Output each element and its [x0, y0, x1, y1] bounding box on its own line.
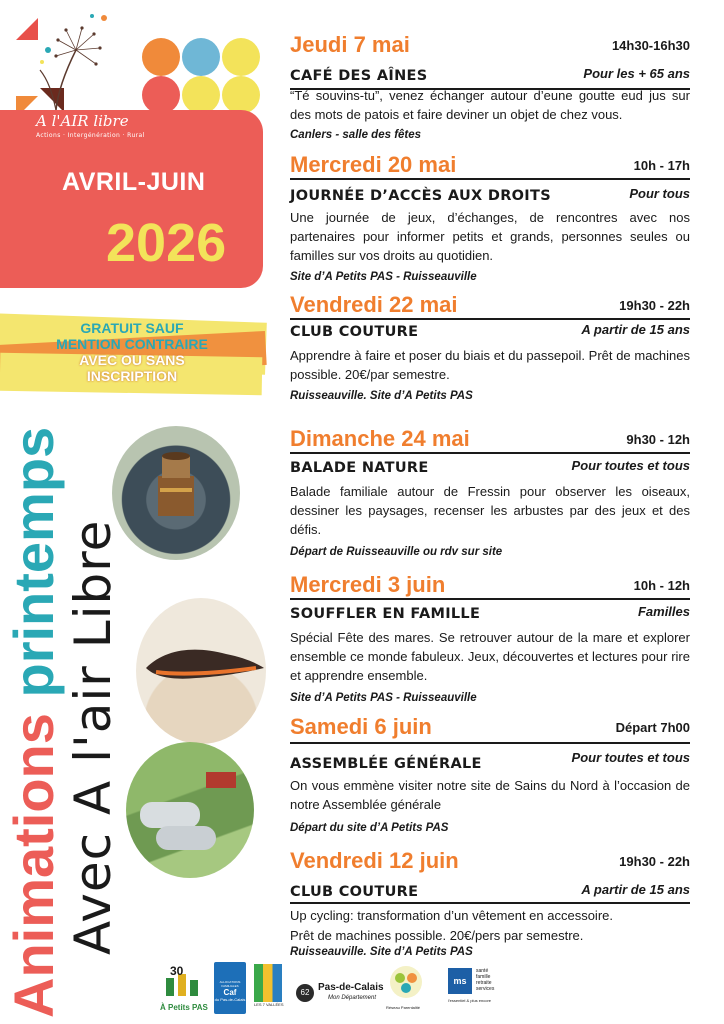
caf-line-3: du Pas-de-Calais [214, 997, 246, 1002]
apetitspas-label: À Petits PAS [160, 1003, 208, 1012]
event-description: “Té souvins-tu”, venez échanger autour d’eune goutte eud jus sur des mots de patois et faire deviner un objet de chez vous. [290, 88, 690, 122]
event-rule [290, 902, 690, 904]
circle-teal [182, 38, 220, 76]
event-audience: A partir de 15 ans [581, 322, 690, 337]
event-place: Canlers - salle des fêtes [290, 129, 422, 141]
caf-line-1: ALLOCATIONS FAMILIALES [219, 980, 241, 988]
logo-reseau-parentalite [386, 964, 430, 1014]
event-card [290, 292, 690, 410]
photo-newt [136, 598, 266, 744]
event-description: Apprendre à faire et poser du biais et du passepoil. Prêt de machines possible. 20€/par semestre. [290, 348, 690, 382]
circle-red [142, 76, 180, 114]
reseau-label: Réseau Parentalité [386, 1005, 421, 1010]
banner-line-2: MENTION CONTRAIRE [56, 336, 208, 352]
logo-caf [214, 962, 246, 1014]
logo-apetitspas [160, 964, 208, 1014]
msa-line-3: retraite [476, 980, 492, 986]
msa-tagline: l'essentiel & plus encore [448, 998, 492, 1003]
event-audience: Familles [637, 604, 690, 619]
event-title: JOURNÉE D’ACCÈS AUX DROITS [290, 188, 551, 204]
event-date: Mercredi 20 mai [290, 152, 457, 177]
sept-vallees-label: LES 7 VALLÉES [254, 1002, 284, 1007]
event-title: CAFÉ DES AÎNES [290, 68, 428, 84]
event-audience: Pour les + 65 ans [583, 66, 690, 81]
pdc-name: Pas-de-Calais [318, 982, 384, 993]
reseau-parentalite-icon [386, 964, 426, 1000]
vertical-title-1 [2, 426, 65, 1018]
msa-line-1: santé [476, 968, 489, 974]
event-time: 10h - 12h [633, 578, 690, 593]
vertical-word-animations: Animations [2, 713, 65, 1018]
org-logo-text: A l'AIR libre [36, 112, 129, 130]
event-audience: A partir de 15 ans [581, 882, 690, 897]
photo-coffee-grinder [112, 426, 240, 560]
banner-line-4: INSCRIPTION [86, 368, 178, 384]
vertical-title-2: Avec A l'air Libre [64, 519, 122, 955]
event-description: On vous emmène visiter notre site de Sains du Nord à l’occasion de notre Assemblée générale [290, 778, 690, 812]
event-rule [290, 598, 690, 600]
msa-line-2: famille [476, 974, 491, 980]
circle-yellow [222, 38, 260, 76]
event-description: Up cycling: transformation d’un vêtement en accessoire. [290, 908, 613, 923]
event-title: CLUB COUTURE [290, 884, 419, 900]
event-title: SOUFFLER EN FAMILLE [290, 606, 481, 622]
event-rule [290, 452, 690, 454]
event-card [290, 32, 690, 147]
event-rule [290, 742, 690, 744]
event-description: Spécial Fête des mares. Se retrouver autour de la mare et explorer ensemble ce monde fabuleux. Jeux, découvertes et lectures pour rire et apprendre ensemble. [290, 630, 690, 683]
event-place: Départ du site d’A Petits PAS [290, 822, 449, 834]
pdc-number-badge: 62 [296, 984, 314, 1002]
event-time: 19h30 - 22h [619, 854, 690, 869]
org-tagline: Actions · Intergénération · Rural [36, 132, 145, 139]
event-rule [290, 318, 690, 320]
event-date: Mercredi 3 juin [290, 572, 446, 597]
event-place: Site d’A Petits PAS - Ruisseauville [290, 271, 477, 283]
event-title: ASSEMBLÉE GÉNÉRALE [290, 756, 482, 772]
event-description: Balade familiale autour de Fressin pour observer les oiseaux, dessiner les paysages, recenser les arbustes par des jeux et des défis. [290, 484, 690, 537]
event-date: Samedi 6 juin [290, 714, 432, 739]
event-title: CLUB COUTURE [290, 324, 419, 340]
caf-line-2: Caf [223, 988, 237, 997]
banner-line-1: GRATUIT SAUF [80, 320, 184, 336]
event-date: Vendredi 22 mai [290, 292, 458, 317]
event-date: Dimanche 24 mai [290, 426, 470, 451]
logo-sept-vallees [254, 964, 284, 1014]
event-card [290, 572, 690, 708]
event-card [290, 848, 690, 960]
circle-orange [142, 38, 180, 76]
partner-logos [0, 958, 724, 1018]
event-time: 10h - 17h [633, 158, 690, 173]
event-description: Une journée de jeux, d’échanges, de rencontres avec nos partenaires pour informer petits et grands, personnes seules ou familles sur vos droits au quotidien. [290, 210, 690, 263]
event-title: BALADE NATURE [290, 460, 429, 476]
pdc-sub: Mon Département [328, 995, 377, 1001]
event-place: Départ de Ruisseauville ou rdv sur site [290, 546, 503, 558]
event-card [290, 152, 690, 286]
period-label: AVRIL-JUIN [62, 168, 206, 196]
event-rule [290, 178, 690, 180]
msa-line-4: services [476, 986, 495, 992]
event-card [290, 714, 690, 842]
event-date: Vendredi 12 juin [290, 848, 459, 873]
apetitspas-icon [160, 964, 208, 998]
event-audience: Pour toutes et tous [571, 458, 690, 473]
event-time: 9h30 - 12h [626, 432, 690, 447]
event-audience: Pour tous [629, 186, 690, 201]
event-place: Site d’A Petits PAS - Ruisseauville [290, 692, 477, 704]
event-place: Ruisseauville. Site d’A Petits PAS [290, 390, 473, 402]
event-date: Jeudi 7 mai [290, 32, 410, 57]
dandelion-logo-icon [26, 10, 116, 120]
vertical-word-printemps: printemps [2, 426, 65, 698]
circle-yellow-2 [182, 76, 220, 114]
logo-pas-de-calais [296, 980, 384, 1006]
event-time: Départ 7h00 [615, 720, 690, 735]
event-description: Prêt de machines possible. 20€/pers par semestre. [290, 928, 584, 943]
photo-greenhouses [126, 742, 254, 878]
banner-line-3: AVEC OU SANS [79, 352, 185, 368]
circle-yellow-3 [222, 76, 260, 114]
event-card [290, 426, 690, 566]
logo-msa: ms santé famille retraite services l'essentiel & plus encore [448, 968, 495, 1003]
event-audience: Pour toutes et tous [571, 750, 690, 765]
event-time: 14h30-16h30 [611, 38, 690, 53]
free-entry-banner [22, 320, 242, 384]
year-label: 2026 [106, 213, 227, 273]
event-time: 19h30 - 22h [619, 298, 690, 313]
apetitspas-number: 30 [170, 964, 184, 978]
event-place: Ruisseauville. Site d’A Petits PAS [290, 946, 473, 958]
